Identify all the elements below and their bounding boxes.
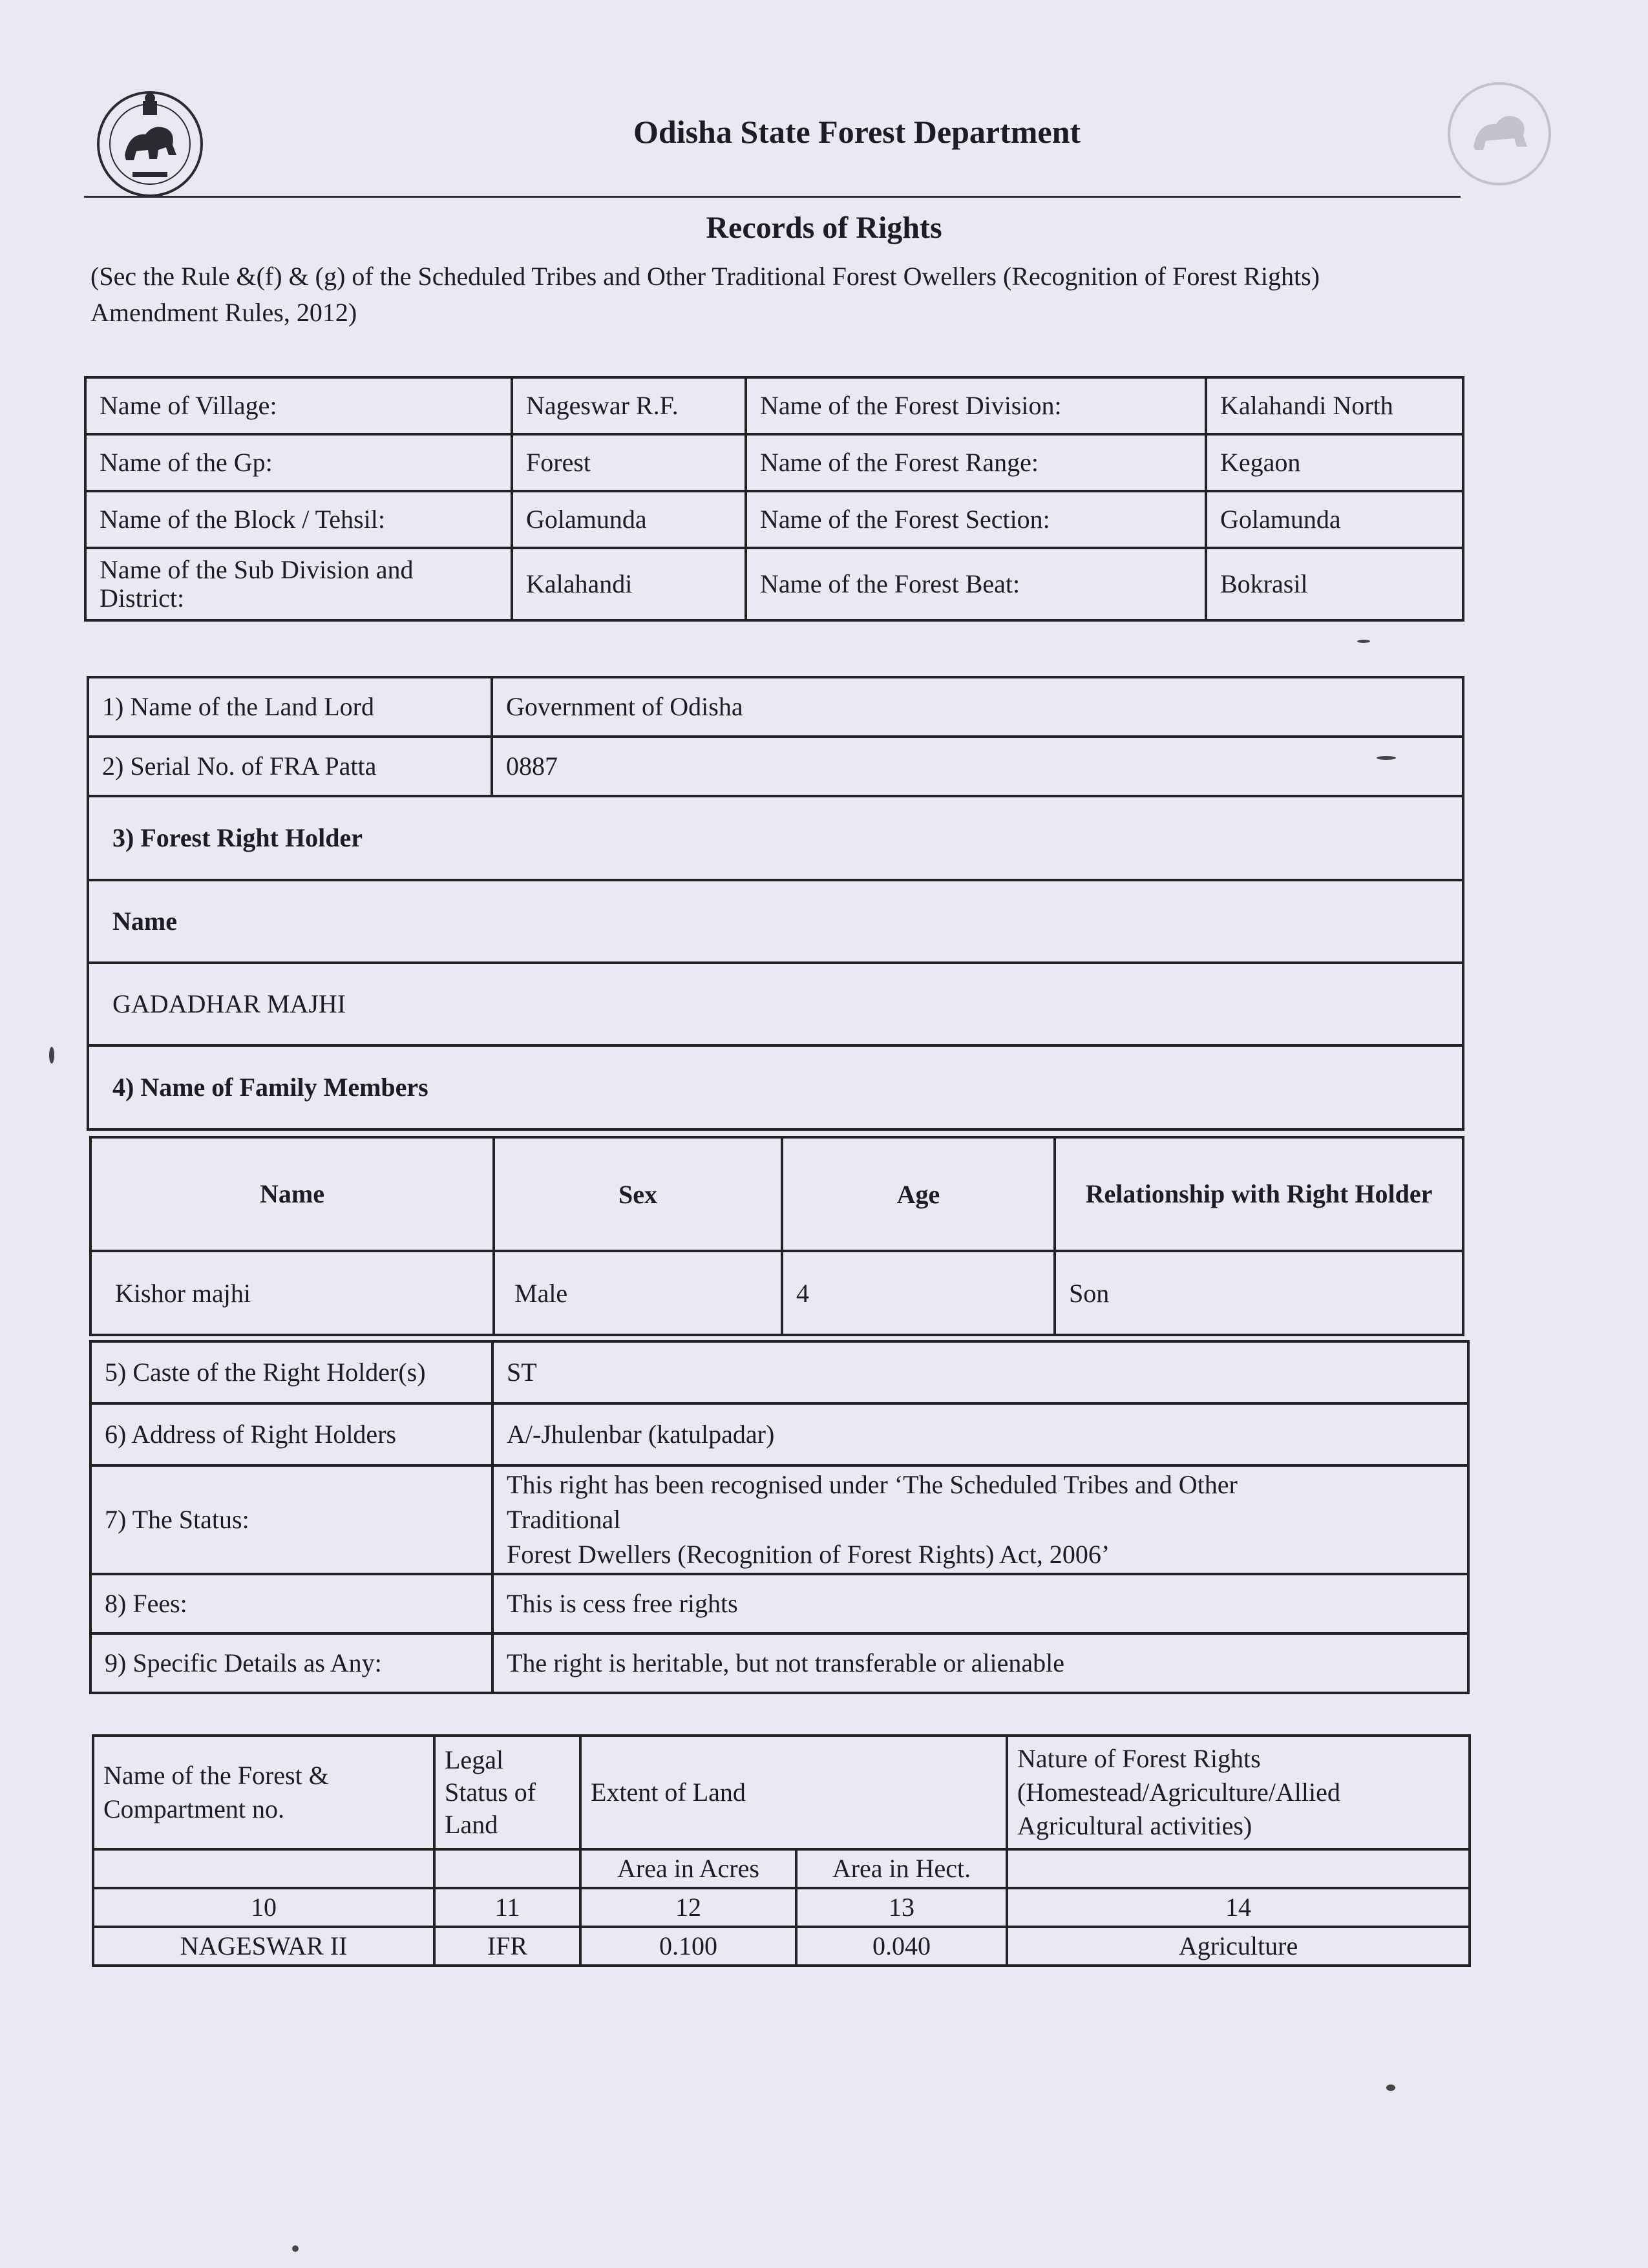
area-hect-header: Area in Hect. [796, 1849, 1007, 1888]
nature-of-rights-value: Agriculture [1007, 1927, 1470, 1966]
forest-compartment-header: Name of the Forest & Compartment no. [93, 1736, 434, 1849]
area-acres-value: 0.100 [580, 1927, 796, 1966]
department-title: Odisha State Forest Department [633, 114, 1081, 150]
area-hect-value: 0.040 [796, 1927, 1007, 1966]
scan-speck [292, 2245, 299, 2252]
scan-speck [1386, 2084, 1395, 2091]
table-header-row [93, 1736, 1470, 1849]
legal-status-header: Legal Status of Land [434, 1736, 580, 1849]
table-row [88, 1045, 1463, 1129]
address-value: A/-Jhulenbar (katulpadar) [492, 1403, 1468, 1465]
col-number: 14 [1007, 1888, 1470, 1927]
table-row [90, 1341, 1468, 1403]
family-header-sex: Sex [494, 1137, 782, 1251]
address-label: 6) Address of Right Holders [90, 1403, 492, 1465]
table-row [90, 1465, 1468, 1574]
family-header-relationship: Relationship with Right Holder [1055, 1137, 1463, 1251]
nature-of-rights-header: Nature of Forest Rights (Homestead/Agriculture/Allied Agricultural activities) [1007, 1736, 1470, 1849]
table-row [93, 1927, 1470, 1966]
gp-label: Name of the Gp: [85, 434, 512, 491]
block-label: Name of the Block / Tehsil: [85, 491, 512, 548]
col-number: 12 [580, 1888, 796, 1927]
caste-value: ST [492, 1341, 1468, 1403]
serial-label: 2) Serial No. of FRA Patta [88, 737, 492, 796]
village-value: Nageswar R.F. [512, 377, 746, 434]
table-row [88, 796, 1463, 880]
forest-beat-value: Bokrasil [1206, 548, 1463, 620]
table-row [90, 1574, 1468, 1633]
scan-speck [1377, 756, 1396, 760]
table-row [90, 1633, 1468, 1693]
table-row [90, 1251, 1463, 1335]
legal-status-value: IFR [434, 1927, 580, 1966]
holder-details-table [89, 1340, 1470, 1694]
table-row [85, 491, 1463, 548]
land-lord-label: 1) Name of the Land Lord [88, 677, 492, 737]
status-label: 7) The Status: [90, 1465, 492, 1574]
extent-of-land-header: Extent of Land [580, 1736, 1007, 1849]
table-row [88, 677, 1463, 737]
status-line: Forest Dwellers (Recognition of Forest Rights) Act, 2006’ [507, 1540, 1110, 1569]
empty-cell [1007, 1849, 1470, 1888]
forest-beat-label: Name of the Forest Beat: [746, 548, 1206, 620]
col-number: 11 [434, 1888, 580, 1927]
col-number: 13 [796, 1888, 1007, 1927]
land-table [92, 1734, 1471, 1967]
gp-value: Forest [512, 434, 746, 491]
odisha-emblem-icon [94, 83, 207, 205]
village-label: Name of Village: [85, 377, 512, 434]
empty-cell [434, 1849, 580, 1888]
faint-emblem-icon [1444, 72, 1554, 195]
table-row [88, 737, 1463, 796]
details-table [87, 676, 1464, 1131]
subdivision-value: Kalahandi [512, 548, 746, 620]
forest-section-value: Golamunda [1206, 491, 1463, 548]
fees-value: This is cess free rights [492, 1574, 1468, 1633]
forest-division-label: Name of the Forest Division: [746, 377, 1206, 434]
table-row [85, 548, 1463, 620]
caste-label: 5) Caste of the Right Holder(s) [90, 1341, 492, 1403]
table-row [88, 880, 1463, 963]
table-row [85, 434, 1463, 491]
family-member-sex: Male [494, 1251, 782, 1335]
family-member-age: 4 [782, 1251, 1055, 1335]
location-table [84, 376, 1464, 622]
land-lord-value: Government of Odisha [492, 677, 1463, 737]
table-row [85, 377, 1463, 434]
status-line: Traditional [507, 1505, 621, 1534]
empty-cell [93, 1849, 434, 1888]
table-header-row [90, 1137, 1463, 1251]
family-header-name: Name [90, 1137, 494, 1251]
scan-speck [1357, 640, 1370, 643]
table-row [93, 1888, 1470, 1927]
forest-division-value: Kalahandi North [1206, 377, 1463, 434]
family-members-table [89, 1136, 1464, 1336]
forest-range-value: Kegaon [1206, 434, 1463, 491]
holder-name: GADADHAR MAJHI [88, 963, 1463, 1045]
family-member-name: Kishor majhi [90, 1251, 494, 1335]
serial-value: 0887 [492, 737, 1463, 796]
rule-reference: (Sec the Rule &(f) & (g) of the Scheduled Tribes and Other Traditional Forest Owellers (Recognition of Forest Rights) Amendment Rules, 2012) [90, 262, 1320, 327]
name-heading: Name [88, 880, 1463, 963]
table-row [88, 963, 1463, 1045]
forest-right-holder-heading: 3) Forest Right Holder [88, 796, 1463, 880]
header-divider [84, 196, 1461, 198]
status-value [492, 1465, 1468, 1574]
subdivision-label: Name of the Sub Division and District: [85, 548, 512, 620]
status-line: This right has been recognised under ‘The Scheduled Tribes and Other [507, 1470, 1238, 1499]
area-acres-header: Area in Acres [580, 1849, 796, 1888]
table-row [90, 1403, 1468, 1465]
document-title: Records of Rights [706, 211, 942, 245]
fees-label: 8) Fees: [90, 1574, 492, 1633]
family-members-heading: 4) Name of Family Members [88, 1045, 1463, 1129]
specific-details-value: The right is heritable, but not transferable or alienable [492, 1633, 1468, 1693]
table-subheader-row [93, 1849, 1470, 1888]
block-value: Golamunda [512, 491, 746, 548]
forest-section-label: Name of the Forest Section: [746, 491, 1206, 548]
forest-name-value: NAGESWAR II [93, 1927, 434, 1966]
family-member-relationship: Son [1055, 1251, 1463, 1335]
col-number: 10 [93, 1888, 434, 1927]
scan-speck [49, 1047, 54, 1064]
forest-range-label: Name of the Forest Range: [746, 434, 1206, 491]
family-header-age: Age [782, 1137, 1055, 1251]
specific-details-label: 9) Specific Details as Any: [90, 1633, 492, 1693]
